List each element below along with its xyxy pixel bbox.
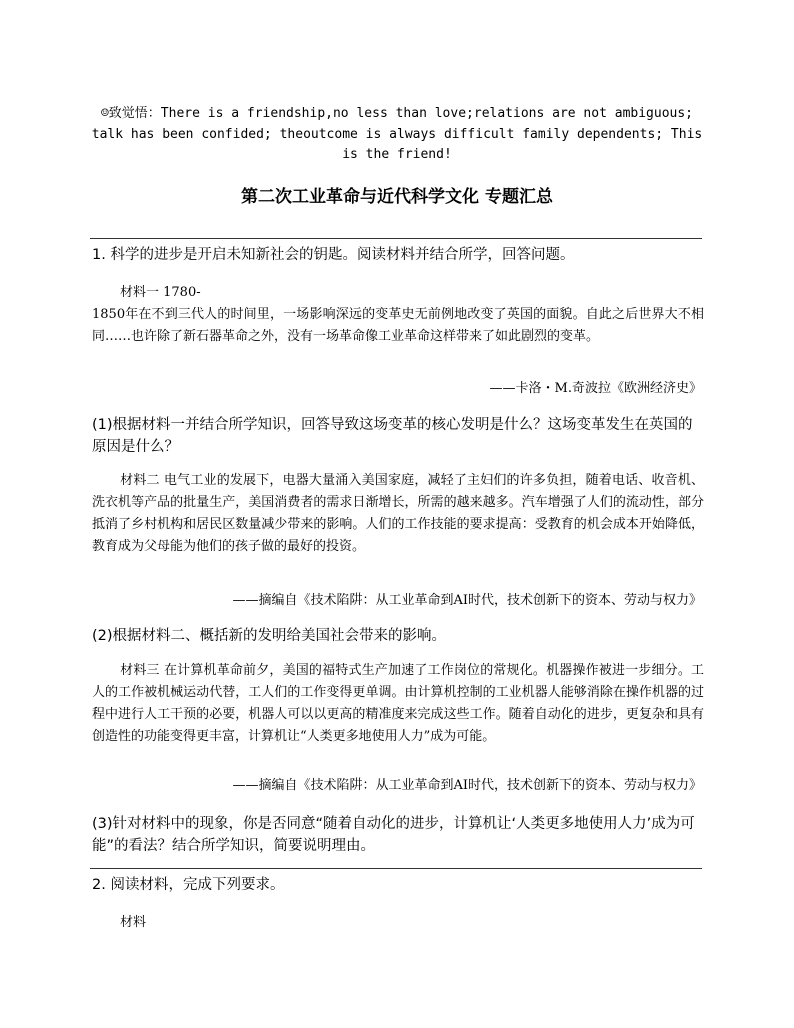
material-2-source: ——摘编自《技术陷阱：从工业革命到AI时代，技术创新下的资本、劳动与权力》 <box>232 593 702 608</box>
question-1-stem: 1. 科学的进步是开启未知新社会的钥匙。阅读材料并结合所学，回答问题。 <box>92 247 575 263</box>
material-1-source: ——卡洛・M.奇波拉《欧洲经济史》 <box>489 381 702 396</box>
question-2-material <box>92 912 704 934</box>
question-2-stem: 2. 阅读材料，完成下列要求。 <box>92 877 285 893</box>
material-2-text: 材料二 电气工业的发展下，电器大量涌入美国家庭，减轻了主妇们的许多负担，随着电话、收音机、洗衣机等产品的批量生产，美国消费者的需求日渐增长，所需的越来越多。汽车增强了人们的流动性，部分抵消了乡村机构和居民区数量减少带来的影响。人们的工作技能的要求提高：受教育的机会成本开始降低，教育成为父母能为他们的孩子做的最好的投资。 <box>92 473 704 554</box>
header-quote: ☺致觉悟：There is a friendship,no less than love;relations are not ambiguous; talk has been confided; theoutcome is always difficult family dependents; This is the friend! <box>91 106 703 162</box>
material-1 <box>92 282 704 348</box>
sub-question-3: (3)针对材料中的现象，你是否同意“随着自动化的进步，计算机让‘人类更多地使用人力’成为可能”的看法？结合所学知识，简要说明理由。 <box>92 816 695 854</box>
material-3-text: 材料三 在计算机革命前夕，美国的福特式生产加速了工作岗位的常规化。机器操作被进一步细分。工人的工作被机械运动代替，工人们的工作变得更单调。由计算机控制的工业机器人能够消除在操作机器的过程中进行人工干预的必要，机器人可以以更高的精准度来完成这些工作。随着自动化的进步，更复杂和具有创造性的功能变得更丰富，计算机让“人类更多地使用人力”成为可能。 <box>92 663 704 744</box>
material-1-text: 1850年在不到三代人的时间里，一场影响深远的变革史无前例地改变了英国的面貌。自此之后世界大不相同……也许除了新石器革命之外，没有一场革命像工业革命这样带来了如此剧烈的变革。 <box>92 307 704 344</box>
sub-question-1: (1)根据材料一并结合所学知识，回答导致这场变革的核心发明是什么？这场变革发生在英国的原因是什么？ <box>92 417 693 455</box>
divider <box>90 868 702 869</box>
material-3 <box>92 660 704 748</box>
divider <box>90 238 702 239</box>
material-1-label: 材料一 1780- <box>120 285 201 300</box>
sub-question-2: (2)根据材料二、概括新的发明给美国社会带来的影响。 <box>92 628 447 644</box>
page-title: 第二次工业革命与近代科学文化 专题汇总 <box>241 187 553 207</box>
material-2 <box>92 470 704 558</box>
question-2-material-label: 材料 <box>120 915 147 930</box>
material-3-source: ——摘编自《技术陷阱：从工业革命到AI时代，技术创新下的资本、劳动与权力》 <box>232 778 702 793</box>
